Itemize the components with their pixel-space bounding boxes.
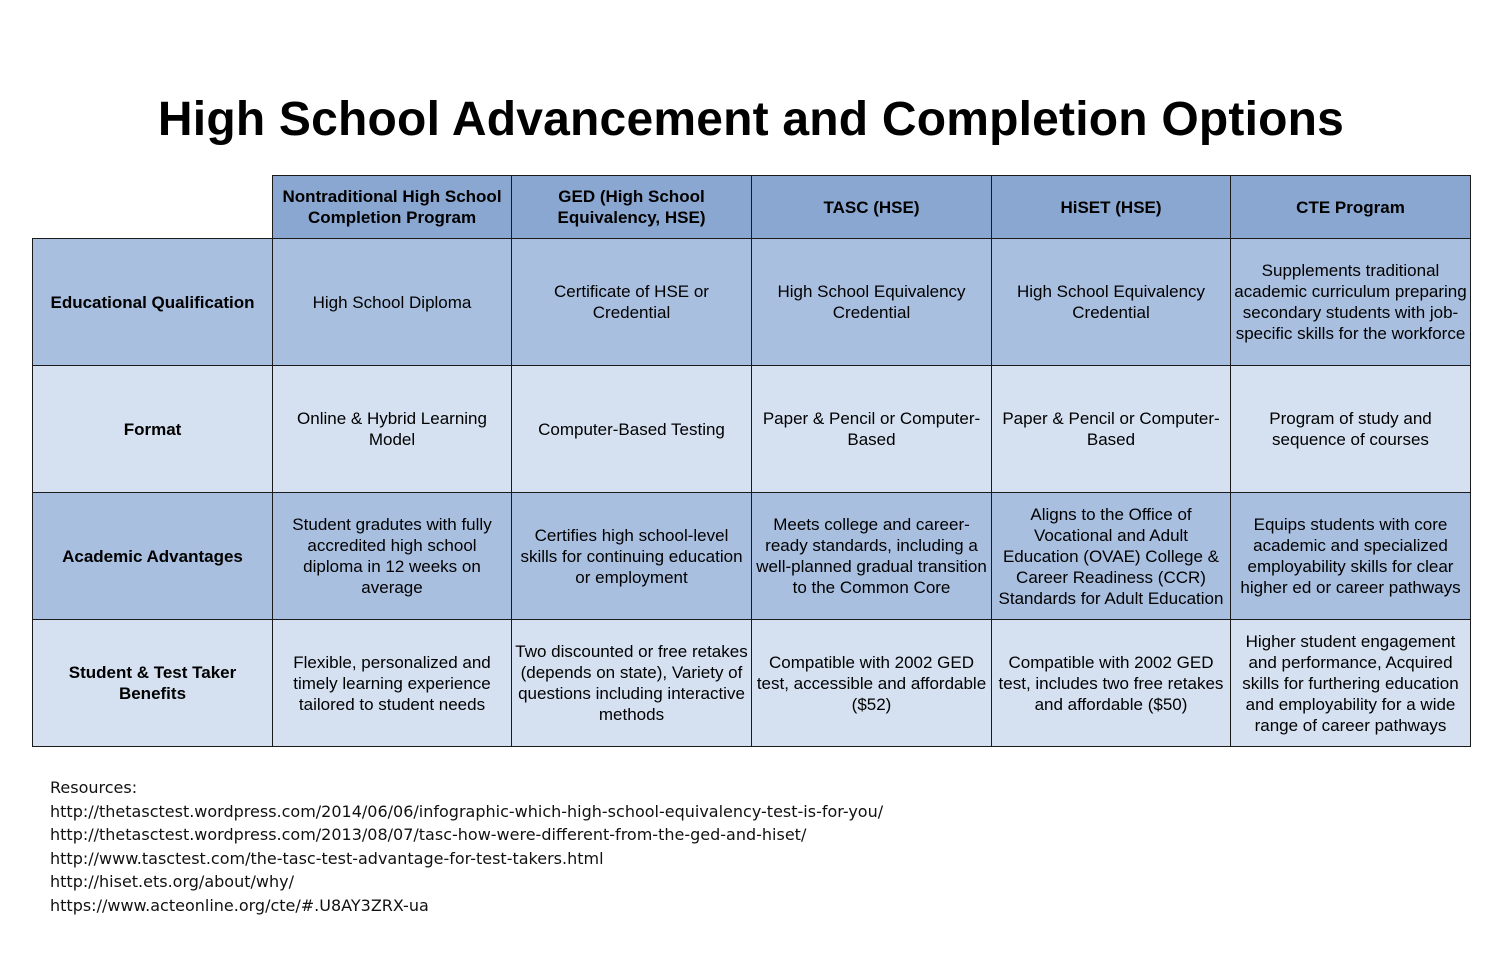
- table-cell: Paper & Pencil or Computer-Based: [752, 366, 992, 493]
- table-cell: Online & Hybrid Learning Model: [273, 366, 512, 493]
- column-header: Nontraditional High School Completion Program: [273, 176, 512, 239]
- corner-cell: [33, 176, 273, 239]
- table-cell: Flexible, personalized and timely learning experience tailored to student needs: [273, 620, 512, 747]
- table-cell: Aligns to the Office of Vocational and Adult Education (OVAE) College & Career Readiness (CCR) Standards for Adult Education: [992, 493, 1231, 620]
- table-cell: Meets college and career-ready standards, including a well-planned gradual transition to the Common Core: [752, 493, 992, 620]
- column-header: TASC (HSE): [752, 176, 992, 239]
- table-cell: High School Equivalency Credential: [752, 239, 992, 366]
- resources-section: [50, 776, 883, 917]
- row-header: Student & Test Taker Benefits: [33, 620, 273, 747]
- table-cell: Student gradutes with fully accredited high school diploma in 12 weeks on average: [273, 493, 512, 620]
- resource-link[interactable]: http://www.tasctest.com/the-tasc-test-advantage-for-test-takers.html: [50, 848, 604, 868]
- table-cell: Certificate of HSE or Credential: [512, 239, 752, 366]
- row-header: Format: [33, 366, 273, 493]
- table-row: [33, 620, 1471, 747]
- table-cell: Compatible with 2002 GED test, accessible and affordable ($52): [752, 620, 992, 747]
- table-cell: Paper & Pencil or Computer-Based: [992, 366, 1231, 493]
- table-cell: Equips students with core academic and specialized employability skills for clear higher ed or career pathways: [1231, 493, 1471, 620]
- table-cell: Higher student engagement and performance, Acquired skills for furthering education and employability for a wide range of career pathways: [1231, 620, 1471, 747]
- header-row: [33, 176, 1471, 239]
- row-header: Educational Qualification: [33, 239, 273, 366]
- resources-heading: Resources:: [50, 778, 138, 797]
- table-cell: Two discounted or free retakes (depends on state), Variety of questions including interactive methods: [512, 620, 752, 747]
- row-header: Academic Advantages: [33, 493, 273, 620]
- column-header: GED (High School Equivalency, HSE): [512, 176, 752, 239]
- table-row: [33, 366, 1471, 493]
- resource-link[interactable]: https://www.acteonline.org/cte/#.U8AY3ZRX-ua: [50, 895, 429, 915]
- table-cell: Computer-Based Testing: [512, 366, 752, 493]
- resource-link[interactable]: http://thetasctest.wordpress.com/2014/06/06/infographic-which-high-school-equivalency-test-is-for-you/: [50, 801, 884, 821]
- table-cell: High School Diploma: [273, 239, 512, 366]
- table-row: [33, 239, 1471, 366]
- comparison-table: [32, 175, 1471, 747]
- table-cell: Program of study and sequence of courses: [1231, 366, 1471, 493]
- resource-link[interactable]: http://thetasctest.wordpress.com/2013/08/07/tasc-how-were-different-from-the-ged-and-hiset/: [50, 825, 807, 844]
- table-cell: Supplements traditional academic curriculum preparing secondary students with job-specific skills for the workforce: [1231, 239, 1471, 366]
- page-title: High School Advancement and Completion Options: [157, 93, 1345, 146]
- table-cell: High School Equivalency Credential: [992, 239, 1231, 366]
- table-row: [33, 493, 1471, 620]
- table-cell: Certifies high school-level skills for continuing education or employment: [512, 493, 752, 620]
- column-header: HiSET (HSE): [992, 176, 1231, 239]
- table-cell: Compatible with 2002 GED test, includes two free retakes and affordable ($50): [992, 620, 1231, 747]
- resource-link[interactable]: http://hiset.ets.org/about/why/: [50, 872, 294, 891]
- column-header: CTE Program: [1231, 176, 1471, 239]
